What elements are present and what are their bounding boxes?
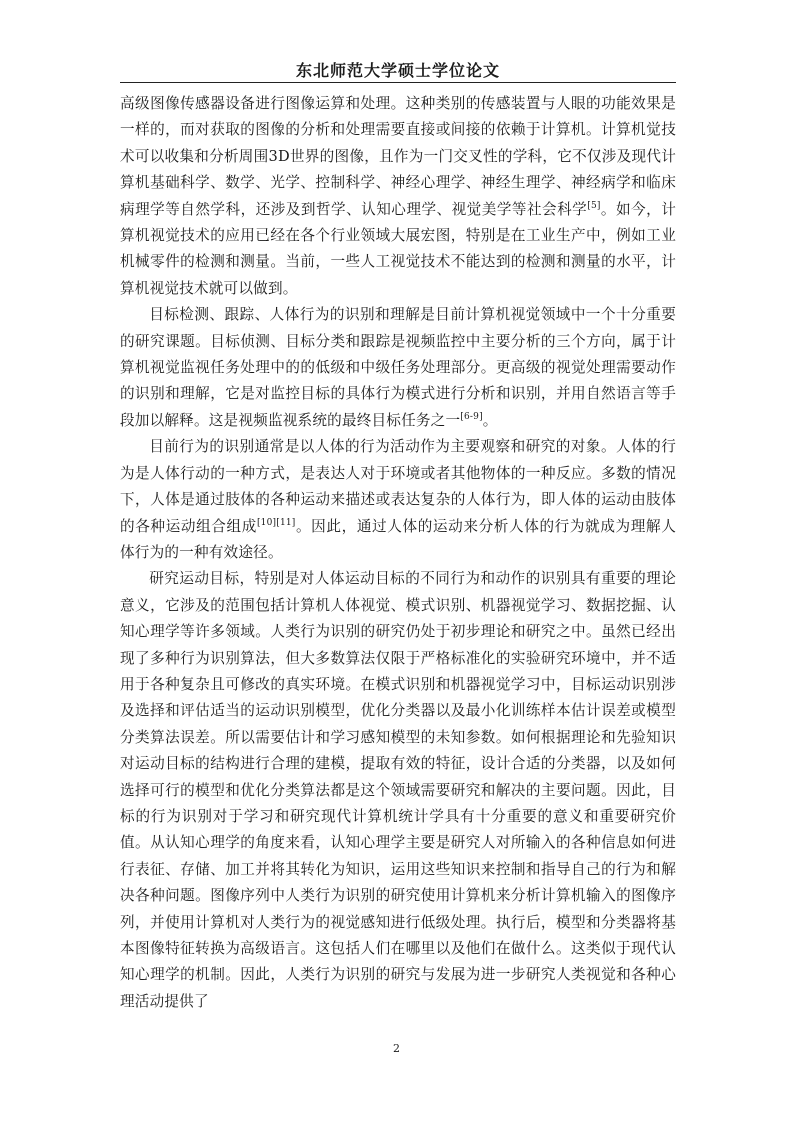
paragraph-text: 。如今，计算机视觉技术的应用已经在各个行业领域大展宏图，特别是在工业生产中，例如工业机械零件的检测和测量。当前，一些人工视觉技术不能达到的检测和测量的水平，计算机视觉技术就可以做到。 bbox=[120, 200, 676, 297]
paragraph-text: 。 bbox=[482, 411, 498, 429]
page-header-title: 东北师范大学硕士学位论文 bbox=[295, 61, 500, 80]
page-number: 2 bbox=[393, 1042, 400, 1055]
paragraph-3 bbox=[120, 434, 676, 566]
body-text bbox=[120, 91, 676, 1015]
citation: [5] bbox=[587, 200, 601, 211]
paragraph-text: 目前行为的识别通常是以人体的行为活动作为主要观察和研究的对象。人体的行为是人体行动的一种方式，是表达人对于环境或者其他物体的一种反应。多数的情况下，人体是通过肢体的各种运动来描述或表达复杂的人体行为，即人体的运动由肢体的各种运动组合组成 bbox=[120, 438, 676, 535]
paragraph-text: 研究运动目标，特别是对人体运动目标的不同行为和动作的识别具有重要的理论意义，它涉及的范围包括计算机人体视觉、模式识别、机器视觉学习、数据挖掘、认知心理学等许多领域。人类行为识别的研究仍处于初步理论和研究之中。虽然已经出现了多种行为识别算法，但大多数算法仅限于严格标准化的实验研究环境中，并不适用于各种复杂且可修改的真实环境。在模式识别和机器视觉学习中，目标运动识别涉及选择和评估适当的运动识别模型，优化分类器以及最小化训练样本估计误差或模型分类算法误差。所以需要估计和学习感知模型的未知参数。如何根据理论和先验知识对运动目标的结构进行合理的建模，提取有效的特征，设计合适的分类器，以及如何选择可行的模型和优化分类算法都是这个领域需要研究和解决的主要问题。因此，目标的行为识别对于学习和研究现代计算机统计学具有十分重要的意义和重要研究价值。从认知心理学的角度来看，认知心理学主要是研究人对所输入的各种信息如何进行表征、存储、加工并将其转化为知识，运用这些知识来控制和指导自己的行为和解决各种问题。图像序列中人类行为识别的研究使用计算机来分析计算机输入的图像序列，并使用计算机对人类行为的视觉感知进行低级处理。执行后，模型和分类器将基本图像特征转换为高级语言。这包括人们在哪里以及他们在做什么。这类似于现代认知心理学的机制。因此，人类行为识别的研究与发展为进一步研究人类视觉和各种心理活动提供了 bbox=[120, 570, 676, 1010]
header-divider bbox=[120, 82, 676, 83]
paragraph-2 bbox=[120, 302, 676, 434]
citation: [6-9] bbox=[460, 411, 483, 422]
paragraph-text: 。因此，通过人体的运动来分析人体的行为就成为理解人体行为的一种有效途径。 bbox=[120, 517, 676, 561]
paragraph-1 bbox=[120, 91, 676, 302]
paragraph-text: 目标检测、跟踪、人体行为的识别和理解是目前计算机视觉领域中一个十分重要的研究课题。目标侦测、目标分类和跟踪是视频监控中主要分析的三个方向，属于计算机视觉监视任务处理中的的低级和中级任务处理部分。更高级的视觉处理需要动作的识别和理解，它是对监控目标的具体行为模式进行分析和识别，并用自然语言等手段加以解释。这是视频监视系统的最终目标任务之一 bbox=[120, 306, 676, 429]
citation: [10][11] bbox=[256, 517, 296, 528]
paragraph-text: 高级图像传感器设备进行图像运算和处理。这种类别的传感装置与人眼的功能效果是一样的，而对获取的图像的分析和处理需要直接或间接的依赖于计算机。计算机觉技术可以收集和分析周围3D世界的图像，且作为一门交叉性的学科，它不仅涉及现代计算机基础科学、数学、光学、控制科学、神经心理学、神经生理学、神经病学和临床病理学等自然学科，还涉及到哲学、认知心理学、视觉美学等社会科学 bbox=[120, 95, 676, 218]
paragraph-4 bbox=[120, 566, 676, 1015]
